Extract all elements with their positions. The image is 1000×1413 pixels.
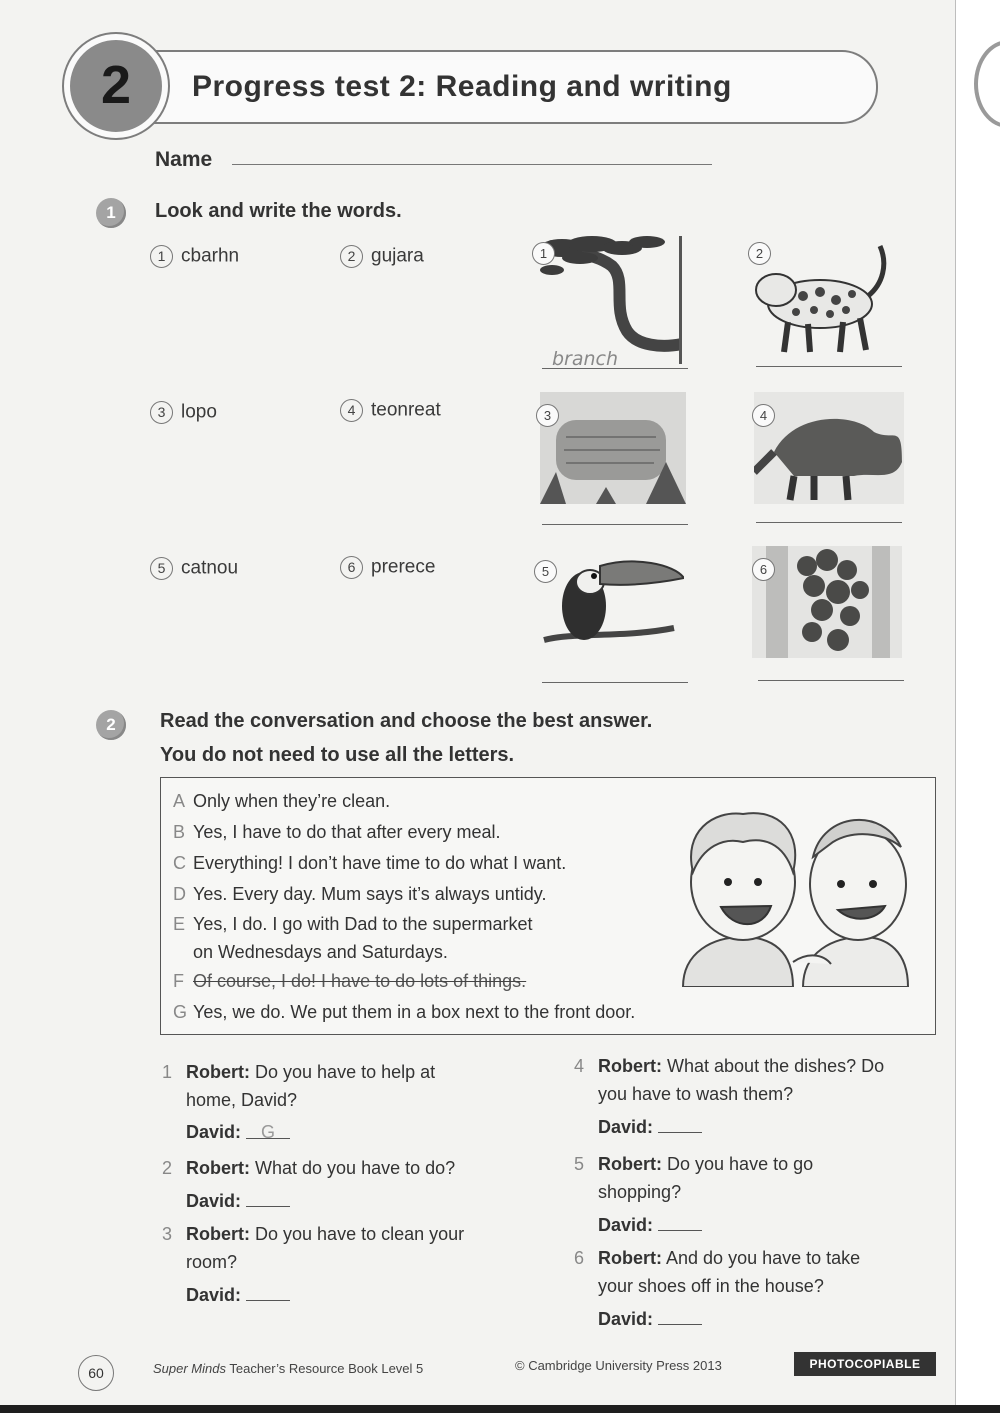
question-text-continued: room? (186, 1252, 238, 1272)
question-text: Do you have to go (667, 1154, 814, 1174)
option-text: Of course, I do! I have to do lots of things. (193, 971, 527, 991)
question-2 (162, 1154, 542, 1212)
next-page-curl (974, 40, 1000, 128)
question-text: What do you have to do? (255, 1158, 456, 1178)
question-text: Do you have to clean your (255, 1224, 465, 1244)
scrambled-word-3 (150, 401, 217, 424)
name-field[interactable] (232, 164, 712, 165)
item-number: 2 (340, 245, 363, 268)
speaker-label: Robert: (598, 1056, 662, 1076)
answer-line-4[interactable] (756, 522, 902, 523)
answer-blank[interactable] (246, 1190, 290, 1207)
speaker-label: Robert: (186, 1062, 250, 1082)
option-letter: C (173, 853, 186, 873)
scrambled-word-2 (340, 245, 424, 268)
answer-options-box (160, 777, 936, 1035)
scrambled-text: lopo (181, 401, 217, 423)
option-g (173, 997, 673, 1028)
item-number: 4 (340, 399, 363, 422)
next-page-edge (955, 0, 1000, 1413)
picture-number: 1 (532, 242, 555, 265)
picture-1 (532, 236, 682, 364)
question-6 (574, 1244, 944, 1330)
toucan-icon (534, 548, 684, 660)
option-f-example (173, 966, 673, 997)
item-number: 1 (150, 245, 173, 268)
question-3 (162, 1220, 542, 1306)
option-text: Only when they’re clean. (193, 791, 391, 811)
scrambled-word-5 (150, 557, 238, 580)
scrambled-word-6 (340, 556, 435, 579)
option-c (173, 848, 673, 879)
option-e (173, 910, 673, 938)
answer-line-2[interactable] (756, 366, 902, 367)
question-number: 6 (574, 1248, 585, 1268)
exercise-2-badge: 2 (96, 710, 126, 740)
picture-4 (754, 392, 904, 520)
speaker-label: David: (598, 1215, 654, 1235)
option-d (173, 879, 673, 910)
question-number: 5 (574, 1154, 585, 1174)
answer-blank[interactable] (658, 1214, 702, 1231)
picture-number: 4 (752, 404, 775, 427)
speaker-label: Robert: (186, 1224, 250, 1244)
option-text: on Wednesdays and Saturdays. (193, 942, 448, 962)
question-number: 2 (162, 1158, 173, 1178)
speaker-label: David: (598, 1117, 654, 1137)
book-title (153, 1361, 423, 1376)
option-text: Yes, we do. We put them in a box next to the front door. (193, 1002, 636, 1022)
question-number: 4 (574, 1056, 585, 1076)
option-letter: A (173, 791, 186, 811)
speaker-label: Robert: (186, 1158, 250, 1178)
speaker-label: David: (186, 1122, 242, 1142)
anteater-icon (754, 392, 904, 504)
item-number: 5 (150, 557, 173, 580)
answer-blank[interactable] (246, 1284, 290, 1301)
scrambled-word-1 (150, 245, 239, 268)
question-5 (574, 1150, 944, 1236)
question-number: 1 (162, 1062, 173, 1082)
answer-line-5[interactable] (542, 682, 688, 683)
creeper-icon (752, 546, 902, 658)
book-series: Super Minds (153, 1361, 226, 1376)
unit-number: 2 (100, 55, 132, 115)
option-text: Yes, I do. I go with Dad to the supermarket (193, 914, 533, 934)
two-boys-illustration (673, 802, 913, 987)
picture-3 (536, 392, 686, 520)
david-figure (793, 820, 908, 987)
option-letter: D (173, 884, 186, 904)
question-text-continued: you have to wash them? (598, 1084, 794, 1104)
scrambled-word-4 (340, 399, 441, 422)
picture-number: 3 (536, 404, 559, 427)
exercise-2-instruction-line1: Read the conversation and choose the best answer. (160, 710, 653, 732)
scrambled-text: teonreat (371, 399, 441, 421)
copyright: © Cambridge University Press 2013 (515, 1358, 722, 1373)
question-1 (162, 1058, 542, 1143)
question-text-continued: shopping? (598, 1182, 682, 1202)
page-number: 60 (78, 1355, 114, 1391)
option-letter: B (173, 822, 186, 842)
scrambled-text: catnou (181, 557, 239, 579)
answer-blank[interactable] (658, 1308, 702, 1325)
option-text: Yes. Every day. Mum says it’s always untidy. (193, 884, 547, 904)
scan-bottom-edge (0, 1405, 1000, 1413)
question-text: Do you have to help at (255, 1062, 436, 1082)
picture-number: 2 (748, 242, 771, 265)
picture-6 (752, 546, 902, 674)
option-text: Everything! I don’t have time to do what I want. (193, 853, 567, 873)
option-a (173, 786, 673, 817)
option-letter: F (173, 971, 184, 991)
option-e-continued (173, 938, 673, 966)
picture-number: 5 (534, 560, 557, 583)
question-text: And do you have to take (666, 1248, 861, 1268)
speaker-label: David: (598, 1309, 654, 1329)
scrambled-text: prerece (371, 556, 436, 578)
option-letter: G (173, 1002, 188, 1022)
scrambled-text: cbarhn (181, 245, 240, 267)
option-text: Yes, I have to do that after every meal. (193, 822, 501, 842)
option-letter: E (173, 914, 186, 934)
answer-blank[interactable] (658, 1116, 702, 1133)
option-b (173, 817, 673, 848)
picture-2 (748, 234, 898, 362)
answer-line-6[interactable] (758, 680, 904, 681)
exercise-2-instruction-line2: You do not need to use all the letters. (160, 744, 515, 766)
unit-badge (64, 34, 168, 138)
speaker-label: Robert: (598, 1154, 662, 1174)
question-text-continued: your shoes off in the house? (598, 1276, 824, 1296)
question-text: What about the dishes? Do (667, 1056, 885, 1076)
speaker-label: David: (186, 1191, 242, 1211)
exercise-1-instruction: Look and write the words. (155, 200, 402, 222)
question-4 (574, 1052, 944, 1138)
name-label: Name (155, 148, 213, 171)
picture-5 (534, 548, 684, 676)
answer-line-3[interactable] (542, 524, 688, 525)
question-text-continued: home, David? (186, 1090, 298, 1110)
book-subtitle: Teacher’s Resource Book Level 5 (225, 1361, 424, 1376)
speaker-label: Robert: (598, 1248, 662, 1268)
speaker-label: David: (186, 1285, 242, 1305)
scrambled-text: gujara (371, 245, 424, 267)
exercise-1-badge: 1 (96, 198, 126, 228)
robert-figure (683, 813, 795, 987)
picture-number: 6 (752, 558, 775, 581)
pool-icon (536, 392, 686, 504)
item-number: 6 (340, 556, 363, 579)
item-number: 3 (150, 401, 173, 424)
photocopiable-label: PHOTOCOPIABLE (794, 1352, 936, 1376)
question-number: 3 (162, 1224, 173, 1244)
answer-line-1[interactable] (542, 368, 688, 369)
answer-blank[interactable]: G (246, 1122, 290, 1139)
page-title: Progress test 2: Reading and writing (192, 70, 732, 103)
example-answer: branch (552, 348, 619, 370)
